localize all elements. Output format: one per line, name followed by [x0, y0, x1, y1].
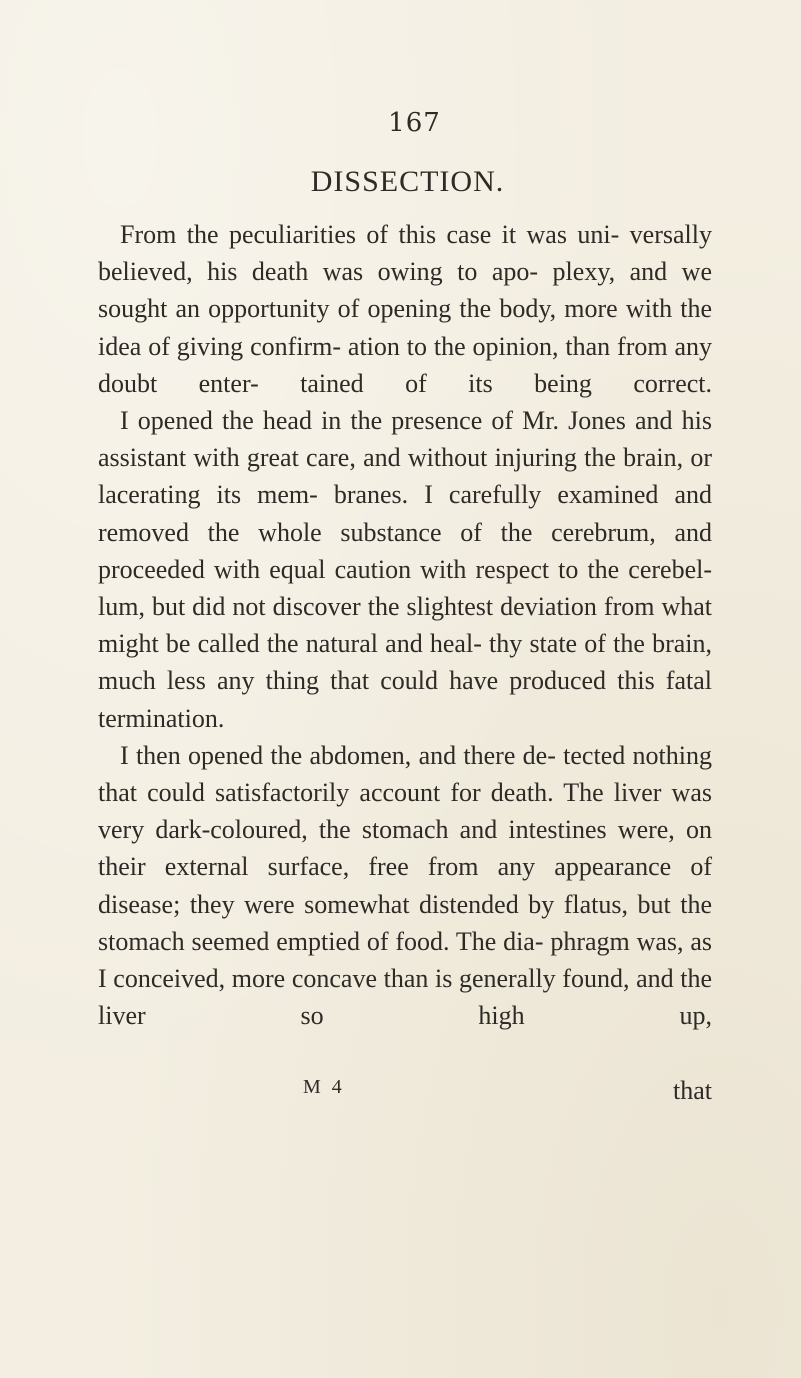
signature-mark: M 4 [303, 1076, 345, 1098]
paragraph-3: I then opened the abdomen, and there de- tected nothing that could satisfactorily account for death. The liver was very dark-coloured, the stomach and intestines were, on their external surface, free from any appearance of disease; they were somewhat distended by flatus, but the stomach seemed emptied of food. The dia- phragm was, as I conceived, more concave than is generally found, and the liver so high up, [98, 740, 712, 1031]
catchword: that [673, 1076, 712, 1105]
page-number: 167 [388, 108, 441, 138]
body-text [98, 216, 712, 1034]
section-heading: DISSECTION. [310, 165, 505, 198]
paragraph-1: From the peculiarities of this case it was uni- versally believed, his death was owing to apo- plexy, and we sought an opportunity of opening the body, more with the idea of giving confirm- ation to the opinion, than from any doubt enter- tained of its being correct. [98, 220, 712, 398]
paragraph-2: I opened the head in the presence of Mr. Jones and his assistant with great care, and without injuring the brain, or lacerating its mem- branes. I carefully examined and removed the whole substance of the cerebrum, and proceeded with equal caution with respect to the cerebel- lum, but did not discover the slightest deviation from what might be called the natural and heal- thy state of the brain, much less any thing that could have produced this fatal termination. [98, 406, 712, 733]
page-footer [98, 1076, 712, 1112]
